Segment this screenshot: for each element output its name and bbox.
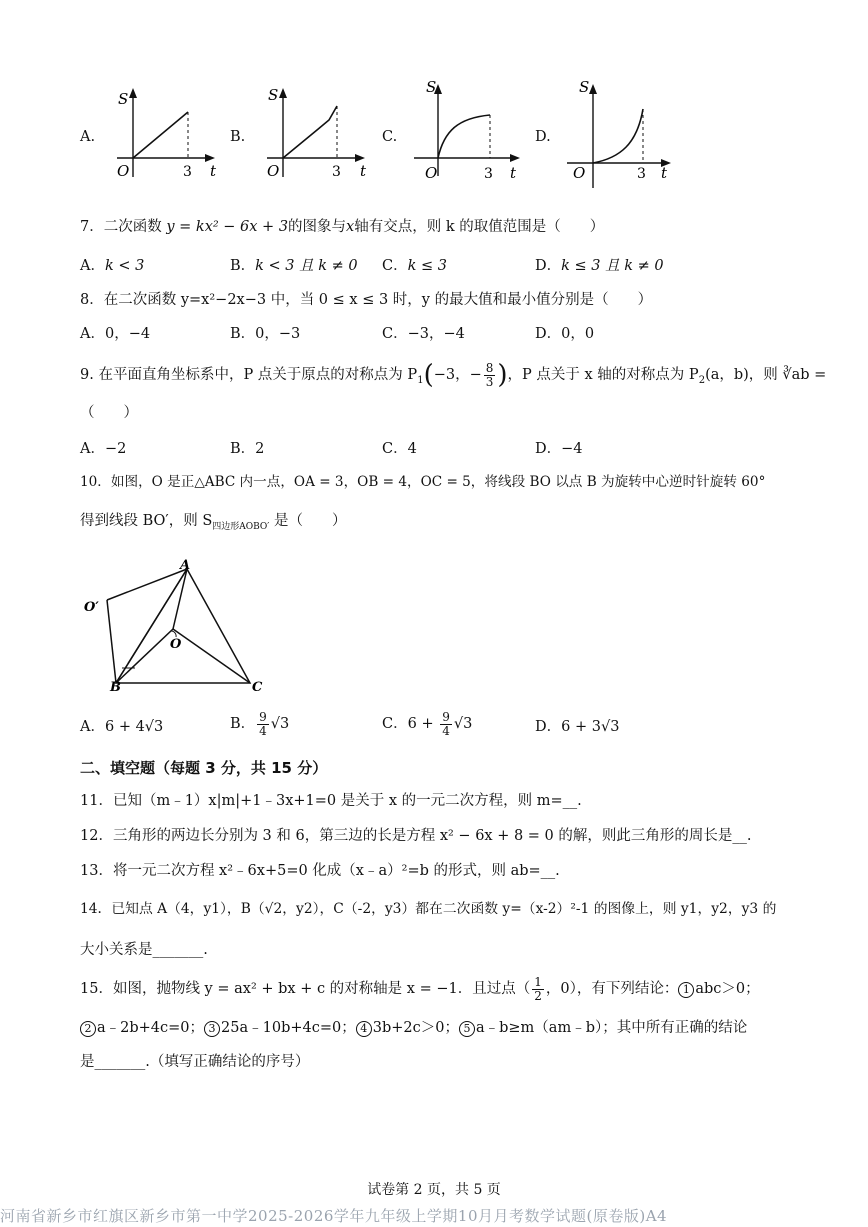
option-d-label: D.	[535, 129, 551, 145]
graph-b-axis-t: t	[360, 162, 367, 180]
page-footer: 试卷第 2 页，共 5 页	[367, 1182, 501, 1198]
q8-stem: 8．在二次函数 y=x²−2x−3 中，当 0 ≤ x ≤ 3 时，y 的最大值和最小值分别是（ ）	[80, 292, 653, 308]
q9-option-b: B．2	[230, 441, 265, 457]
graph-c-origin: O	[425, 164, 438, 182]
q10-figure	[80, 555, 280, 700]
q10-option-b: B． $\frac{9}{4}$ √3	[230, 709, 290, 738]
q10-label-a: A	[180, 558, 191, 573]
graph-b	[255, 82, 373, 182]
q13-text: 13．将一元二次方程 x²﹣6x+5=0 化成（x﹣a）²=b 的形式，则 ab=__.	[80, 863, 560, 879]
q9-option-a: A．−2	[80, 441, 127, 457]
q7-option-d: D．k ≤ 3 且 k ≠ 0	[535, 258, 664, 274]
graph-d-tick: 3	[637, 166, 646, 182]
q10-stem-line1: 10．如图，O 是正△ABC 内一点，OA = 3，OB = 4，OC = 5，将线段 BO 以点 B 为旋转中心逆时针旋转 60°	[80, 474, 766, 490]
q7-option-c: C．k ≤ 3	[382, 258, 447, 274]
graph-b-axis-s: S	[268, 86, 279, 104]
graph-c-tick: 3	[484, 166, 493, 182]
q9-option-c: C．4	[382, 441, 417, 457]
graph-d-axis-s: S	[579, 78, 590, 96]
graph-b-origin: O	[267, 162, 280, 180]
q11-text: 11．已知（m﹣1）x|m|+1﹣3x+1=0 是关于 x 的一元二次方程，则 m=__.	[80, 793, 582, 809]
q12-text: 12．三角形的两边长分别为 3 和 6，第三边的长是方程 x² − 6x + 8 = 0 的解，则此三角形的周长是__.	[80, 828, 752, 844]
graph-c-axis-s: S	[426, 78, 437, 96]
q10-label-b: B	[110, 680, 121, 695]
q15-text-line2: 2 a﹣2b+4c=0； 3 25a﹣10b+4c=0； 4 3b+2c＞0； 5 a﹣b≥m（am﹣b）；其中所有正确的结论	[80, 1019, 747, 1037]
q9-option-d: D．−4	[535, 441, 583, 457]
q10-label-o: O	[170, 637, 182, 652]
q8-option-d: D．0，0	[535, 326, 595, 342]
graph-d-axis-t: t	[661, 164, 668, 182]
graph-b-tick: 3	[332, 164, 341, 180]
graph-a-origin: O	[117, 162, 130, 180]
option-c-label: C.	[382, 129, 398, 145]
graph-c	[410, 76, 528, 182]
option-b-label: B.	[230, 129, 246, 145]
graph-a-tick: 3	[183, 164, 192, 180]
q10-stem-line2: 得到线段 BO′，则 $S_{四边形AOBO'}$ 是（ ）	[80, 513, 347, 532]
q10-option-c: C．6 + $\frac{9}{4}$ √3	[382, 709, 473, 738]
source-watermark: 河南省新乡市红旗区新乡市第一中学2025-2026学年九年级上学期10月月考数学试题(原卷版)A4	[0, 1207, 668, 1225]
q9-paren: （ ）	[80, 405, 138, 421]
graph-a-axis-s: S	[118, 90, 129, 108]
graph-d-origin: O	[573, 164, 586, 182]
q10-option-a: A．6 + 4√3	[80, 719, 164, 735]
q8-option-b: B．0，−3	[230, 326, 301, 342]
q10-label-c: C	[252, 680, 263, 695]
graph-c-axis-t: t	[510, 164, 517, 182]
q7-option-b: B．k < 3 且 k ≠ 0	[230, 258, 358, 274]
q8-option-a: A．0，−4	[80, 326, 151, 342]
q15-text-line1: 15．如图，抛物线 y = ax² + bx + c 的对称轴是 x = −1．且过点（ $\frac{1}{2}$ ，0），有下列结论： 1 abc＞0；	[80, 974, 760, 1003]
section-2-heading: 二、填空题（每题 3 分，共 15 分）	[80, 759, 328, 777]
q8-option-c: C．−3，−4	[382, 326, 465, 342]
q15-text-line3: 是_______.（填写正确结论的序号）	[80, 1054, 310, 1070]
q7-stem: 7．二次函数 y = kx² − 6x + 3的图象与x轴有交点，则 k 的取值范围是（ ）	[80, 219, 605, 235]
q7-option-a: A．k < 3	[80, 258, 145, 274]
option-a-label: A.	[80, 129, 96, 145]
graph-d	[565, 76, 683, 192]
q9-stem: 9. 在平面直角坐标系中，P 点关于原点的对称点为 $P_1(-3$，− $\frac{8}{3}$ )，P 点关于 x 轴的对称点为 $P_2(a$，b)，则 ∛ab =	[80, 360, 827, 390]
q10-label-o-prime: O′	[84, 600, 99, 615]
q14-text-line2: 大小关系是_______.	[80, 942, 208, 958]
q10-option-d: D．6 + 3√3	[535, 719, 620, 735]
graph-a	[105, 82, 223, 182]
q14-text-line1: 14．已知点 A（4，y1），B（√2，y2），C（-2，y3）都在二次函数 y=（x-2）²-1 的图像上，则 y1，y2，y3 的	[80, 901, 777, 917]
graph-a-axis-t: t	[210, 162, 217, 180]
